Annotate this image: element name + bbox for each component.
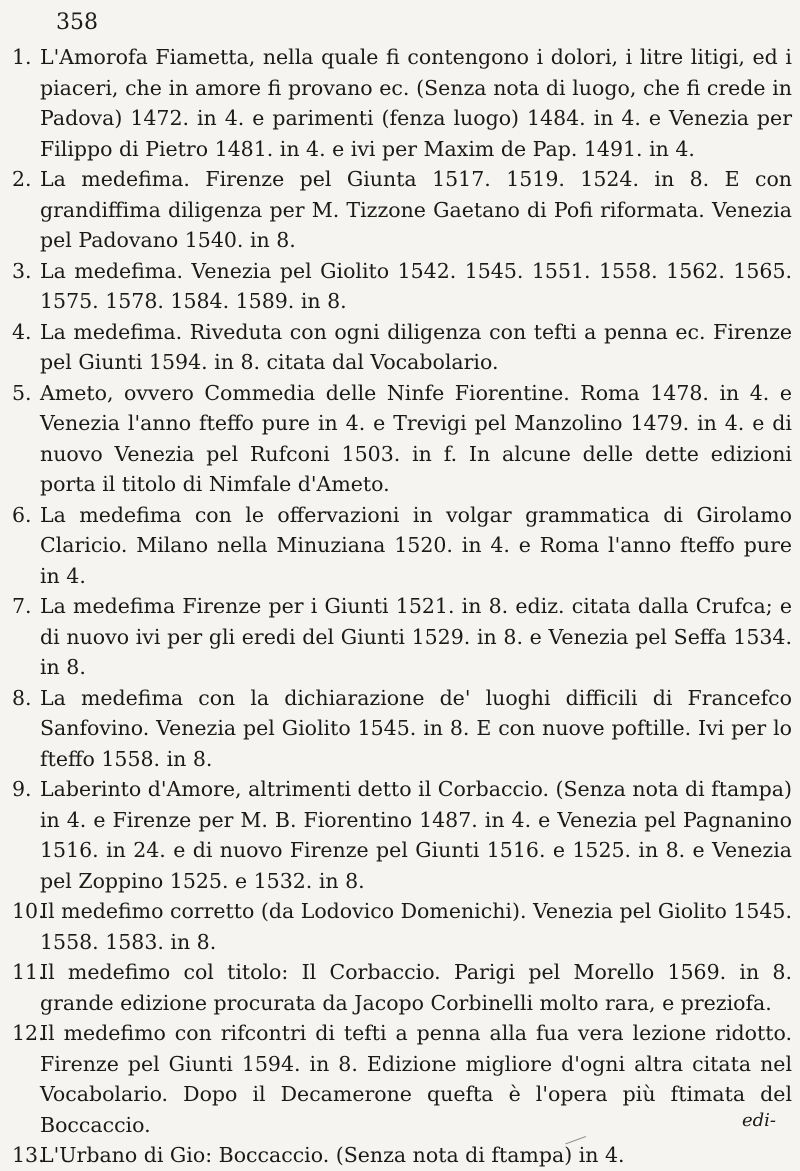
bibliography-entry bbox=[12, 1140, 792, 1171]
bibliography-entry bbox=[12, 774, 792, 896]
bibliography-entry bbox=[12, 317, 792, 378]
entry-text: Laberinto d'Amore, altrimenti detto il Corbaccio. (Senza nota di ftampa) in 4. e Firenze per M. B. Fiorentino 1487. in 4. e Venezia pel Pagnanino 1516. in 24. e di nuovo Firenze pel Giunti 1516. e 1525. in 8. e Venezia pel Zoppino 1525. e 1532. in 8. bbox=[40, 777, 792, 893]
bibliography-entry bbox=[12, 683, 792, 775]
entry-number: 1. bbox=[12, 45, 32, 69]
entry-text: La medefima con la dichiarazione de' luoghi difficili di Francefco Sanfovino. Venezia pel Giolito 1545. in 8. E con nuove poftille. Ivi per lo fteffo 1558. in 8. bbox=[40, 685, 792, 771]
entry-text: Il medefimo col titolo: Il Corbaccio. Parigi pel Morello 1569. in 8. grande edizione procurata da Jacopo Corbinelli molto rara, e preziofa. bbox=[40, 960, 792, 1015]
bibliography-entry bbox=[12, 1018, 792, 1140]
entry-text: Il medefimo corretto (da Lodovico Domenichi). Venezia pel Giolito 1545. 1558. 1583. in 8. bbox=[40, 899, 792, 954]
entry-text: L'Amorofa Fiametta, nella quale fi contengono i dolori, i litre litigi, ed i piaceri, che in amore fi provano ec. (Senza nota di luogo, che fi crede in Padova) 1472. in 4. e parimenti (fenza luogo) 1484. in 4. e Venezia per Filippo di Pietro 1481. in 4. e ivi per Maxim de Pap. 1491. in 4. bbox=[40, 45, 792, 161]
bibliography-entry bbox=[12, 957, 792, 1018]
bibliography-entry bbox=[12, 164, 792, 256]
page-number: 358 bbox=[56, 10, 98, 35]
catchword: edi- bbox=[742, 1110, 777, 1131]
bibliography-entry bbox=[12, 42, 792, 164]
entry-text: L'Urbano di Gio: Boccaccio. (Senza nota di ftampa) in 4. bbox=[40, 1143, 625, 1167]
entry-text: La medefima. Venezia pel Giolito 1542. 1545. 1551. 1558. 1562. 1565. 1575. 1578. 1584. 1589. in 8. bbox=[40, 258, 792, 313]
entry-number: 6. bbox=[12, 502, 32, 527]
entry-number: 11. bbox=[12, 960, 45, 984]
entry-number: 5. bbox=[12, 380, 32, 405]
entry-number: 12. bbox=[12, 1021, 45, 1045]
entry-number: 10. bbox=[12, 899, 45, 923]
entry-number: 7. bbox=[12, 594, 32, 618]
entry-text: La medefima con le offervazioni in volgar grammatica di Girolamo Claricio. Milano nella Minuziana 1520. in 4. e Roma l'anno fteffo pure in 4. bbox=[40, 502, 792, 588]
entry-number: 4. bbox=[12, 319, 32, 344]
bibliography-entry bbox=[12, 256, 792, 317]
bibliography-list bbox=[12, 42, 792, 1171]
bibliography-entry bbox=[12, 500, 792, 592]
entry-number: 13. bbox=[12, 1143, 45, 1167]
bibliography-entry bbox=[12, 378, 792, 500]
entry-number: 3. bbox=[12, 258, 32, 283]
entry-text: La medefima. Firenze pel Giunta 1517. 1519. 1524. in 8. E con grandiffima diligenza per M. Tizzone Gaetano di Pofi riformata. Venezia pel Padovano 1540. in 8. bbox=[40, 167, 792, 252]
bibliography-entry bbox=[12, 896, 792, 957]
bibliography-entry bbox=[12, 591, 792, 683]
entry-text: Il medefimo con rifcontri di tefti a penna alla fua vera lezione ridotto. Firenze pel Giunti 1594. in 8. Edizione migliore d'ogni altra citata nel Vocabolario. Dopo il Decamerone quefta è l'opera più ftimata del Boccaccio. bbox=[40, 1021, 792, 1137]
entry-number: 8. bbox=[12, 685, 32, 710]
entry-text: La medefima. Riveduta con ogni diligenza con tefti a penna ec. Firenze pel Giunti 1594. in 8. citata dal Vocabolario. bbox=[40, 319, 792, 374]
entry-text: Ameto, ovvero Commedia delle Ninfe Fiorentine. Roma 1478. in 4. e Venezia l'anno fteffo pure in 4. e Trevigi pel Manzolino 1479. in 4. e di nuovo Venezia pel Rufconi 1503. in f. In alcune delle dette edizioni porta il titolo di Nimfale d'Ameto. bbox=[40, 380, 792, 496]
entry-text: La medefima Firenze per i Giunti 1521. in 8. ediz. citata dalla Crufca; e di nuovo ivi per gli eredi del Giunti 1529. in 8. e Venezia pel Seffa 1534. in 8. bbox=[40, 594, 792, 679]
entry-number: 9. bbox=[12, 777, 32, 801]
entry-number: 2. bbox=[12, 167, 32, 191]
